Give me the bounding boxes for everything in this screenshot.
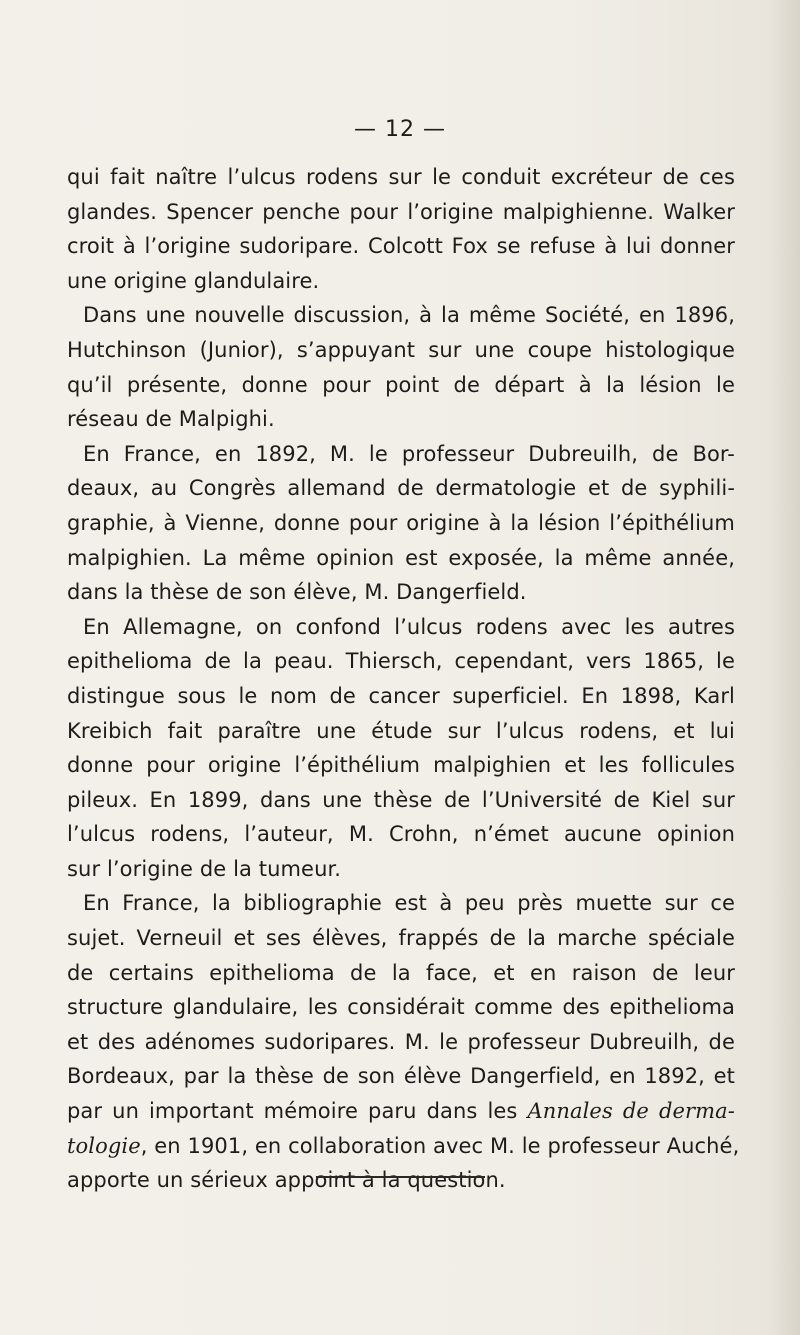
text-segment: , en 1901, en collaboration avec M. le professeur Auché, xyxy=(140,1133,740,1158)
text-line: graphie, à Vienne, donne pour origine à la lésion l’épithélium xyxy=(67,510,735,535)
section-divider xyxy=(316,1176,485,1178)
text-segment: par un important mémoire paru dans les xyxy=(67,1099,528,1124)
text-line: malpighien. La même opinion est exposée, la même année, xyxy=(67,545,735,570)
text-line: deaux, au Congrès allemand de dermatologie et de syphili- xyxy=(67,476,735,501)
text-line: une origine glandulaire. xyxy=(67,268,320,293)
text-line-with-journal-title xyxy=(67,1094,735,1129)
text-line: structure glandulaire, les considérait comme des epithelioma xyxy=(67,995,735,1020)
text-line: Dans une nouvelle discussion, à la même Société, en 1896, xyxy=(83,303,735,328)
text-line-with-journal-title xyxy=(67,1129,740,1164)
journal-title-italic: Annales de derma- xyxy=(527,1099,735,1124)
text-line: Bordeaux, par la thèse de son élève Dangerfield, en 1892, et xyxy=(67,1064,735,1089)
text-line: glandes. Spencer penche pour l’origine malpighienne. Walker xyxy=(67,199,735,224)
journal-title-italic: tologie xyxy=(67,1133,141,1158)
text-line: En France, en 1892, M. le professeur Dubreuilh, de Bor- xyxy=(83,441,735,466)
text-line: pileux. En 1899, dans une thèse de l’Université de Kiel sur xyxy=(67,787,735,812)
text-line: de certains epithelioma de la face, et en raison de leur xyxy=(67,960,735,985)
text-line: distingue sous le nom de cancer superficiel. En 1898, Karl xyxy=(67,683,735,708)
body-text xyxy=(67,160,740,1198)
text-line: Kreibich fait paraître une étude sur l’ulcus rodens, et lui xyxy=(67,718,735,743)
text-line: l’ulcus rodens, l’auteur, M. Crohn, n’émet aucune opinion xyxy=(67,822,735,847)
text-line: donne pour origine l’épithélium malpighien et les follicules xyxy=(67,753,735,778)
text-line: epithelioma de la peau. Thiersch, cependant, vers 1865, le xyxy=(67,649,735,674)
text-line: sujet. Verneuil et ses élèves, frappés de la marche spéciale xyxy=(67,926,735,951)
text-line: dans la thèse de son élève, M. Dangerfield. xyxy=(67,580,527,605)
text-line: qui fait naître l’ulcus rodens sur le conduit excréteur de ces xyxy=(67,165,735,189)
text-line: et des adénomes sudoripares. M. le professeur Dubreuilh, de xyxy=(67,1029,735,1054)
text-line: sur l’origine de la tumeur. xyxy=(67,856,342,881)
text-line: qu’il présente, donne pour point de départ à la lésion le xyxy=(67,372,735,397)
text-line: En Allemagne, on confond l’ulcus rodens avec les autres xyxy=(83,614,735,639)
text-line: En France, la bibliographie est à peu près muette sur ce xyxy=(83,891,735,916)
text-line: Hutchinson (Junior), s’appuyant sur une coupe histologique xyxy=(67,337,735,362)
text-line: réseau de Malpighi. xyxy=(67,407,275,432)
text-line: apporte un sérieux appoint à la question. xyxy=(67,1168,506,1193)
text-line: croit à l’origine sudoripare. Colcott Fox se refuse à lui donner xyxy=(67,234,735,259)
page-number: — 12 — xyxy=(354,117,446,142)
